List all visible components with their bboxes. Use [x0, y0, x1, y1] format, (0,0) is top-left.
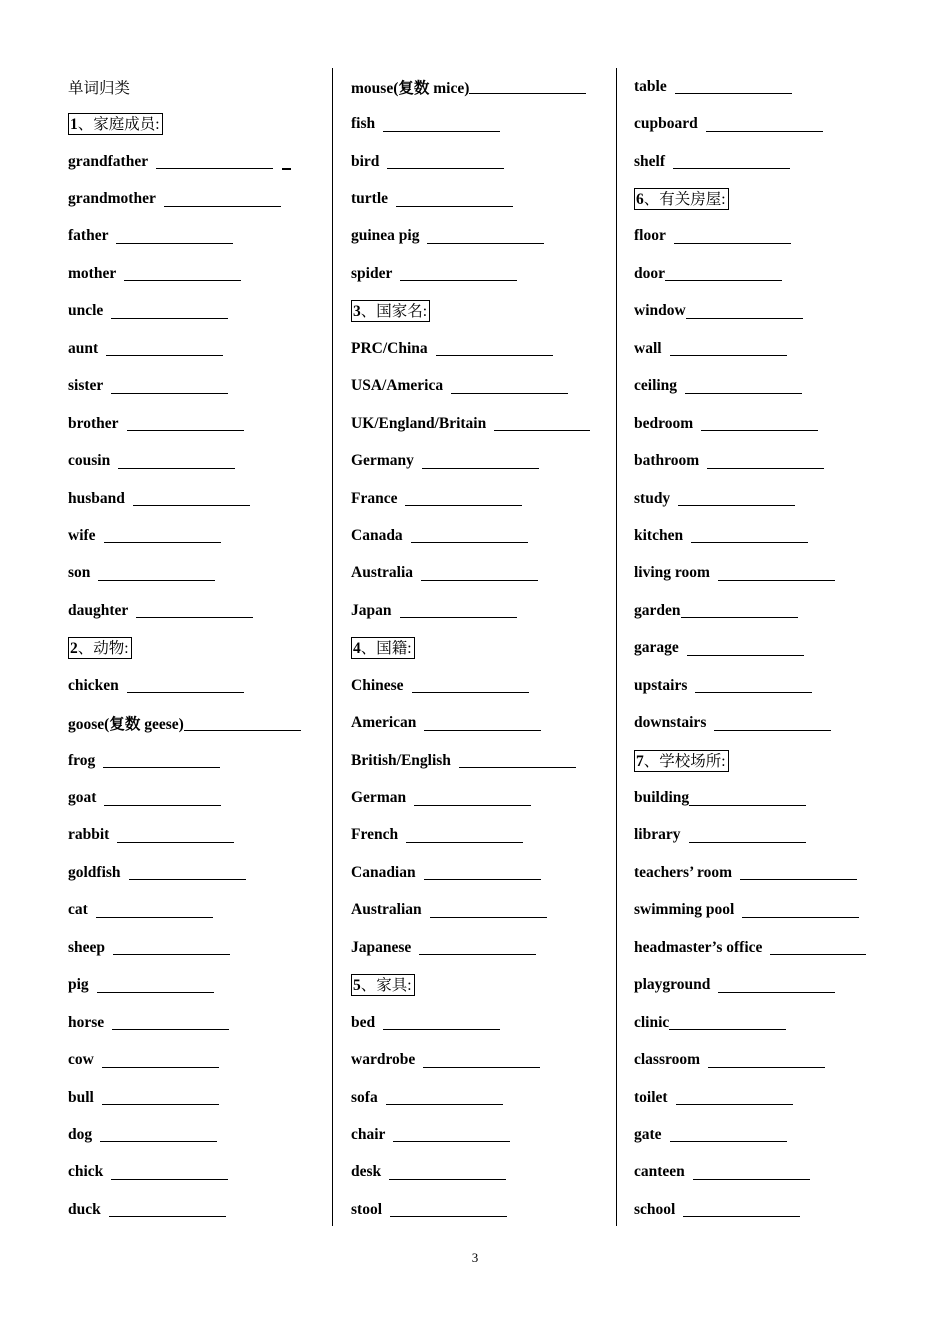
answer-blank[interactable] [430, 903, 547, 918]
answer-blank[interactable] [419, 940, 536, 955]
vocab-word: classroom [634, 1051, 701, 1069]
vocab-row [351, 1191, 621, 1228]
vocab-word: chair [351, 1125, 386, 1143]
answer-blank[interactable] [112, 1015, 229, 1030]
category-header-box [351, 300, 430, 322]
vocab-word: window [634, 302, 686, 320]
vocab-word: French [351, 826, 399, 844]
answer-blank[interactable] [118, 454, 235, 469]
vocab-row [351, 1154, 621, 1191]
vocab-row [68, 854, 338, 891]
vocab-word: cat [68, 901, 88, 919]
vocab-row [634, 1004, 904, 1041]
vocab-word: Australian [351, 901, 422, 919]
vocab-row [351, 1004, 621, 1041]
answer-blank[interactable] [459, 753, 576, 768]
answer-blank[interactable] [695, 678, 812, 693]
category-header [634, 742, 904, 779]
vocab-word: UK/England/Britain [351, 414, 487, 432]
vocab-row [634, 517, 904, 554]
vocab-word: Canadian [351, 863, 416, 881]
vocab-word: son [68, 564, 91, 582]
column-divider [332, 68, 333, 1226]
vocab-word: school [634, 1200, 676, 1218]
answer-blank[interactable] [427, 229, 544, 244]
answer-blank[interactable] [423, 1053, 540, 1068]
vocab-word: desk [351, 1163, 382, 1181]
answer-blank[interactable] [116, 229, 233, 244]
vocab-word: grandfather [68, 152, 149, 170]
answer-blank[interactable] [412, 678, 529, 693]
column-2 [351, 68, 621, 1229]
vocab-row [634, 555, 904, 592]
vocab-word: dog [68, 1125, 93, 1143]
vocab-word: kitchen [634, 526, 684, 544]
answer-blank[interactable] [421, 566, 538, 581]
vocab-row [634, 405, 904, 442]
vocab-word: France [351, 489, 398, 507]
vocab-word: British/English [351, 751, 451, 769]
vocab-word: goat [68, 789, 97, 807]
vocab-row [634, 630, 904, 667]
answer-blank[interactable] [389, 1165, 506, 1180]
vocab-word: bird [351, 152, 380, 170]
vocab-row [68, 667, 338, 704]
vocab-row [634, 892, 904, 929]
vocab-word: frog [68, 751, 96, 769]
vocab-row [634, 480, 904, 517]
answer-blank[interactable] [436, 341, 553, 356]
vocab-row [351, 892, 621, 929]
vocab-row [351, 517, 621, 554]
vocab-row [634, 779, 904, 816]
answer-blank[interactable] [396, 192, 513, 207]
answer-blank[interactable] [136, 603, 253, 618]
vocab-row [68, 1079, 338, 1116]
vocab-row [351, 817, 621, 854]
answer-blank[interactable] [670, 1127, 787, 1142]
answer-blank[interactable] [405, 491, 522, 506]
vocab-word: garage [634, 639, 679, 657]
answer-blank[interactable] [707, 454, 824, 469]
answer-blank[interactable] [406, 828, 523, 843]
vocab-row [68, 368, 338, 405]
category-label: 、学校场所: [643, 752, 726, 770]
category-header [351, 630, 621, 667]
vocab-row [634, 1116, 904, 1153]
vocab-word: German [351, 789, 407, 807]
vocab-word: upstairs [634, 676, 688, 694]
vocab-word: bedroom [634, 414, 694, 432]
answer-blank[interactable] [111, 379, 228, 394]
vocab-word: cupboard [634, 115, 698, 133]
vocab-row [634, 1041, 904, 1078]
vocab-word: mother [68, 264, 117, 282]
vocab-row [634, 143, 904, 180]
vocab-word: Australia [351, 564, 413, 582]
answer-blank[interactable] [98, 566, 215, 581]
vocab-row [634, 255, 904, 292]
vocab-word: spider [351, 264, 393, 282]
vocab-word: chick [68, 1163, 104, 1181]
answer-blank[interactable] [494, 416, 590, 431]
vocab-word: wardrobe [351, 1051, 416, 1069]
vocab-row [351, 68, 621, 105]
vocab-row [68, 704, 338, 741]
vocab-row [351, 1041, 621, 1078]
answer-blank[interactable] [718, 978, 835, 993]
vocab-row [68, 293, 338, 330]
vocab-row [68, 592, 338, 629]
vocab-row [68, 1191, 338, 1228]
vocab-row [634, 218, 904, 255]
answer-blank[interactable] [678, 491, 795, 506]
vocab-row [351, 143, 621, 180]
vocab-word: brother [68, 414, 119, 432]
answer-blank[interactable] [673, 154, 790, 169]
answer-blank[interactable] [109, 1202, 226, 1217]
category-label: 、动物: [77, 640, 129, 658]
category-number: 3 [353, 303, 361, 321]
vocab-word: USA/America [351, 377, 444, 395]
vocab-row [68, 1116, 338, 1153]
answer-blank[interactable] [706, 117, 823, 132]
vocab-word: playground [634, 976, 711, 994]
vocab-word: teachers’ room [634, 863, 732, 881]
vocab-row [351, 180, 621, 217]
vocab-word: door [634, 264, 665, 282]
answer-blank[interactable] [424, 865, 541, 880]
vocab-word: toilet [634, 1088, 668, 1106]
answer-blank[interactable] [411, 528, 528, 543]
category-label: 、有关房屋: [643, 191, 726, 209]
vocab-row [634, 1154, 904, 1191]
category-number: 5 [353, 977, 361, 995]
vocab-word: cow [68, 1051, 94, 1069]
vocab-row [634, 330, 904, 367]
vocab-word: Germany [351, 452, 414, 470]
answer-blank[interactable] [111, 1165, 228, 1180]
answer-blank[interactable] [164, 192, 281, 207]
answer-blank[interactable] [718, 566, 835, 581]
vocab-row [351, 779, 621, 816]
category-header-box [351, 637, 415, 659]
vocab-word: guinea pig [351, 227, 420, 245]
answer-blank[interactable] [102, 1090, 219, 1105]
vocab-word: wife [68, 526, 96, 544]
answer-blank[interactable] [156, 154, 273, 169]
answer-blank[interactable] [414, 791, 531, 806]
vocab-row [68, 405, 338, 442]
vocab-word: Japan [351, 601, 392, 619]
category-header-box [634, 188, 729, 210]
answer-blank[interactable] [104, 791, 221, 806]
answer-blank[interactable] [127, 416, 244, 431]
vocab-word: turtle [351, 190, 389, 208]
vocab-row [351, 105, 621, 142]
vocab-word: sister [68, 377, 104, 395]
category-label: 、家庭成员: [77, 116, 160, 134]
vocab-row [634, 1191, 904, 1228]
answer-blank[interactable] [113, 940, 230, 955]
category-label: 、国籍: [360, 640, 412, 658]
vocab-row [351, 742, 621, 779]
vocab-word: bull [68, 1088, 94, 1106]
vocab-word: goldfish [68, 863, 121, 881]
answer-blank[interactable] [184, 716, 301, 731]
vocab-word: headmaster’s office [634, 938, 763, 956]
vocab-word: daughter [68, 601, 129, 619]
vocab-row [634, 1079, 904, 1116]
answer-blank[interactable] [714, 716, 831, 731]
vocab-row [68, 143, 338, 180]
category-label: 、家具: [360, 977, 412, 995]
vocab-word: bed [351, 1013, 376, 1031]
vocab-row [634, 442, 904, 479]
vocab-word: PRC/China [351, 339, 428, 357]
vocab-word: garden [634, 601, 681, 619]
vocab-row [68, 1004, 338, 1041]
answer-blank[interactable] [106, 341, 223, 356]
vocab-word: wall [634, 339, 662, 357]
column-1 [68, 68, 338, 1229]
vocab-row [351, 929, 621, 966]
vocab-row [634, 817, 904, 854]
category-number: 2 [70, 640, 78, 658]
vocab-word: sofa [351, 1088, 378, 1106]
vocab-row [68, 180, 338, 217]
vocab-word: gate [634, 1125, 662, 1143]
vocab-word: horse [68, 1013, 105, 1031]
vocab-word: duck [68, 1200, 101, 1218]
vocab-row [634, 68, 904, 105]
answer-blank[interactable] [676, 1090, 793, 1105]
page-number: 3 [471, 1250, 479, 1265]
vocab-row [68, 1041, 338, 1078]
answer-blank[interactable] [675, 79, 792, 94]
vocab-word: cousin [68, 452, 111, 470]
vocab-word: swimming pool [634, 901, 735, 919]
vocab-word: aunt [68, 339, 99, 357]
vocab-word: uncle [68, 302, 104, 320]
vocab-row [351, 1116, 621, 1153]
answer-blank[interactable] [400, 603, 517, 618]
vocab-row [634, 704, 904, 741]
answer-blank[interactable] [424, 716, 541, 731]
answer-blank[interactable] [133, 491, 250, 506]
answer-blank[interactable] [701, 416, 818, 431]
vocab-row [351, 1079, 621, 1116]
category-header [351, 293, 621, 330]
vocab-row [351, 330, 621, 367]
answer-blank[interactable] [400, 266, 517, 281]
vocab-row [351, 555, 621, 592]
vocab-word: Canada [351, 526, 403, 544]
category-header [351, 967, 621, 1004]
category-number: 7 [636, 752, 644, 770]
answer-blank[interactable] [117, 828, 234, 843]
answer-blank[interactable] [681, 603, 798, 618]
vocab-row [634, 667, 904, 704]
category-number: 6 [636, 191, 644, 209]
answer-blank[interactable] [683, 1202, 800, 1217]
answer-blank[interactable] [691, 528, 808, 543]
vocab-word: downstairs [634, 714, 707, 732]
answer-blank[interactable] [469, 79, 586, 94]
vocab-word: mouse(复数 mice) [351, 79, 470, 97]
category-header [68, 105, 338, 142]
vocab-row [351, 405, 621, 442]
document-title [68, 68, 338, 105]
answer-blank[interactable] [674, 229, 791, 244]
vocab-row [634, 293, 904, 330]
vocab-row [68, 892, 338, 929]
vocab-word: building [634, 789, 690, 807]
vocab-word: Japanese [351, 938, 412, 956]
answer-blank[interactable] [383, 1015, 500, 1030]
answer-blank[interactable] [127, 678, 244, 693]
answer-blank[interactable] [686, 304, 803, 319]
vocab-word: chicken [68, 676, 119, 694]
vocab-row [68, 779, 338, 816]
vocab-row [68, 967, 338, 1004]
vocab-row [634, 105, 904, 142]
vocab-row [634, 929, 904, 966]
category-header-box [68, 637, 132, 659]
answer-blank[interactable] [124, 266, 241, 281]
answer-blank[interactable] [393, 1127, 510, 1142]
answer-blank[interactable] [129, 865, 246, 880]
category-header-box [634, 750, 729, 772]
vocab-word: shelf [634, 152, 665, 170]
answer-blank[interactable] [383, 117, 500, 132]
vocab-row [68, 555, 338, 592]
answer-blank[interactable] [100, 1127, 217, 1142]
answer-blank[interactable] [693, 1165, 810, 1180]
vocab-word: clinic [634, 1013, 670, 1031]
vocab-row [351, 704, 621, 741]
blank-mark [282, 154, 291, 170]
document-title-text: 单词归类 [68, 79, 131, 97]
answer-blank[interactable] [665, 266, 782, 281]
category-header [634, 180, 904, 217]
vocab-word: study [634, 489, 671, 507]
vocab-row [351, 667, 621, 704]
answer-blank[interactable] [103, 753, 220, 768]
vocab-row [634, 592, 904, 629]
vocab-row [68, 517, 338, 554]
answer-blank[interactable] [451, 379, 568, 394]
vocab-row [351, 368, 621, 405]
vocab-row [634, 368, 904, 405]
answer-blank[interactable] [387, 154, 504, 169]
answer-blank[interactable] [386, 1090, 503, 1105]
category-label: 、国家名: [360, 303, 428, 321]
vocab-word: ceiling [634, 377, 678, 395]
vocab-word: fish [351, 115, 376, 133]
answer-blank[interactable] [689, 828, 806, 843]
vocab-row [634, 854, 904, 891]
vocab-row [68, 817, 338, 854]
answer-blank[interactable] [687, 641, 804, 656]
vocab-word: grandmother [68, 190, 156, 208]
answer-blank[interactable] [685, 379, 802, 394]
category-header-box [351, 974, 415, 996]
vocab-row [351, 218, 621, 255]
vocab-row [351, 480, 621, 517]
answer-blank[interactable] [111, 304, 228, 319]
vocab-row [351, 854, 621, 891]
vocab-row [634, 967, 904, 1004]
category-header [68, 630, 338, 667]
vocab-word: library [634, 826, 681, 844]
vocab-row [68, 255, 338, 292]
vocab-word: Chinese [351, 676, 404, 694]
answer-blank[interactable] [102, 1053, 219, 1068]
answer-blank[interactable] [742, 903, 859, 918]
column-divider [616, 68, 617, 1226]
vocab-word: stool [351, 1200, 382, 1218]
answer-blank[interactable] [708, 1053, 825, 1068]
vocab-word: sheep [68, 938, 106, 956]
vocab-word: American [351, 714, 417, 732]
vocab-row [68, 218, 338, 255]
vocab-word: canteen [634, 1163, 685, 1181]
vocab-word: goose(复数 geese) [68, 716, 184, 734]
answer-blank[interactable] [97, 978, 214, 993]
answer-blank[interactable] [770, 940, 866, 955]
category-number: 4 [353, 640, 361, 658]
answer-blank[interactable] [422, 454, 539, 469]
vocab-row [68, 1154, 338, 1191]
answer-blank[interactable] [740, 865, 857, 880]
vocab-row [68, 742, 338, 779]
answer-blank[interactable] [96, 903, 213, 918]
vocab-word: pig [68, 976, 89, 994]
vocab-word: table [634, 77, 667, 95]
answer-blank[interactable] [390, 1202, 507, 1217]
category-number: 1 [70, 116, 78, 134]
vocab-row [351, 255, 621, 292]
answer-blank[interactable] [104, 528, 221, 543]
vocab-word: rabbit [68, 826, 110, 844]
category-header-box [68, 113, 163, 135]
vocab-row [68, 929, 338, 966]
vocab-word: bathroom [634, 452, 700, 470]
vocab-word: husband [68, 489, 125, 507]
vocab-word: living room [634, 564, 710, 582]
vocab-row [68, 330, 338, 367]
vocab-row [351, 592, 621, 629]
answer-blank[interactable] [670, 341, 787, 356]
vocab-row [68, 442, 338, 479]
vocab-row [68, 480, 338, 517]
vocab-word: father [68, 227, 109, 245]
column-3 [634, 68, 904, 1229]
answer-blank[interactable] [669, 1015, 786, 1030]
vocab-row [351, 442, 621, 479]
answer-blank[interactable] [689, 791, 806, 806]
vocab-word: floor [634, 227, 666, 245]
